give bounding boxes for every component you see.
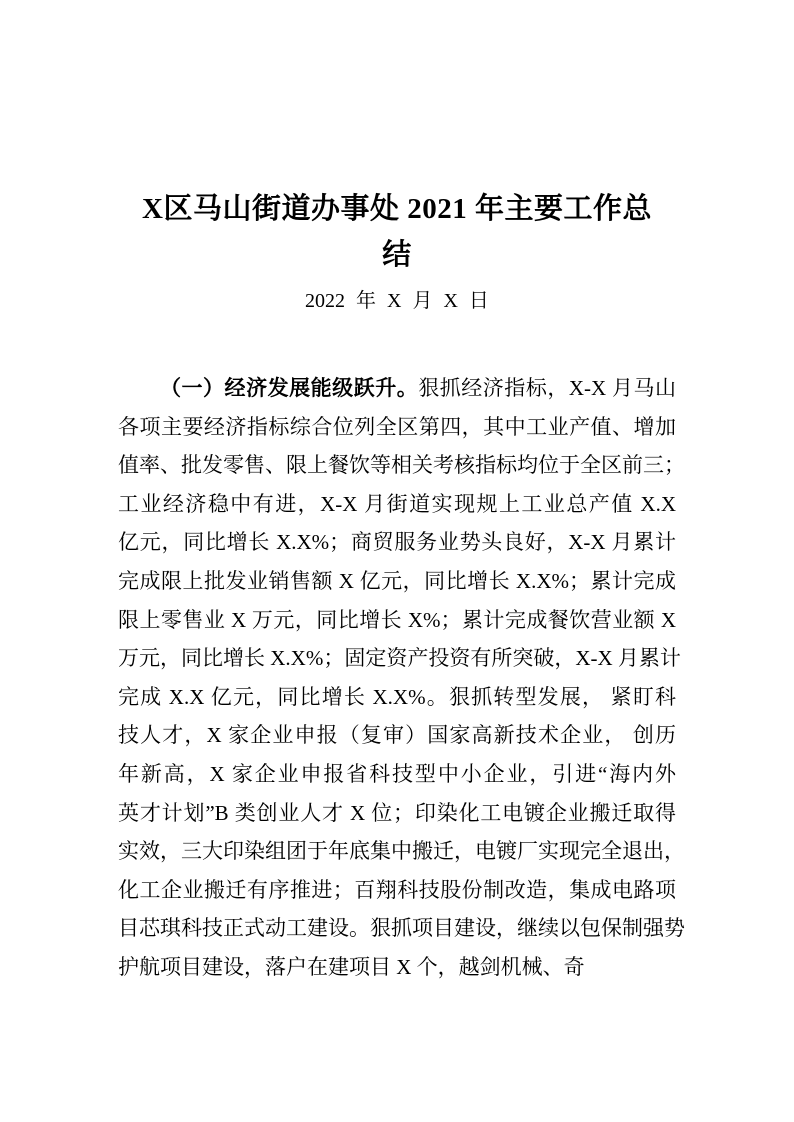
paragraph-segment: 目芯琪科技正式动工建设。狠抓项目建设，继续以包保制强势 — [118, 916, 685, 941]
title-line-2: 结 — [382, 239, 412, 271]
document-date: 2022 年 X 月 X 日 — [305, 290, 489, 312]
paragraph-segment: 英才计划”B 类创业人才 X 位；印染化工电镀企业搬迁取得 — [118, 800, 676, 825]
paragraph-line — [118, 639, 681, 678]
paragraph-segment: 年新高，X 家企业申报省科技型中小企业，引进“海内外 — [118, 761, 676, 786]
paragraph-segment: 狠抓经济指标，X-X 月马山 — [418, 376, 676, 400]
paragraph-line — [118, 408, 676, 447]
paragraph-segment: 护航项目建设，落户在建项目 X 个，越剑机械、奇 — [118, 954, 585, 979]
paragraph-line — [118, 523, 676, 562]
paragraph-line — [118, 909, 685, 948]
paragraph-segment: 完成限上批发业销售额 X 亿元，同比增长 X.X%；累计完成 — [118, 568, 676, 593]
paragraph-line — [118, 755, 676, 794]
title-line-1: X区马山街道办事处 2021 年主要工作总 — [142, 193, 652, 225]
paragraph-line — [118, 678, 676, 717]
paragraph-line — [118, 369, 676, 408]
paragraph-line — [118, 871, 676, 910]
paragraph-line — [118, 832, 685, 871]
document-body — [118, 369, 685, 987]
paragraph-line — [118, 794, 676, 833]
paragraph-segment: 完成 X.X 亿元，同比增长 X.X%。狠抓转型发展， 紧盯科 — [118, 684, 676, 709]
paragraph-segment: 工业经济稳中有进，X-X 月街道实现规上工业总产值 X.X — [118, 491, 676, 516]
document-title — [118, 186, 676, 278]
paragraph-segment: 万元，同比增长 X.X%；固定资产投资有所突破，X-X 月累计 — [118, 646, 681, 671]
paragraph-line — [118, 562, 676, 601]
paragraph-line — [118, 485, 676, 524]
paragraph-line — [118, 716, 676, 755]
paragraph-segment-bold: （一）经济发展能级跃升。 — [160, 376, 419, 400]
paragraph-segment: 限上零售业 X 万元，同比增长 X%；累计完成餐饮营业额 X — [118, 607, 676, 632]
paragraph-segment: 实效，三大印染组团于年底集中搬迁，电镀厂实现完全退出， — [118, 839, 685, 864]
paragraph-segment: 技人才，X 家企业申报（复审）国家高新技术企业， 创历 — [118, 723, 676, 748]
paragraph-segment: 化工企业搬迁有序推进；百翔科技股份制改造，集成电路项 — [118, 877, 676, 902]
paragraph-segment: 各项主要经济指标综合位列全区第四，其中工业产值、增加 — [118, 414, 676, 439]
paragraph-line — [118, 948, 676, 987]
paragraph-line — [118, 446, 685, 485]
paragraph-line — [118, 601, 676, 640]
paragraph-segment: 值率、批发零售、限上餐饮等相关考核指标均位于全区前三； — [118, 453, 685, 478]
paragraph-segment: 亿元，同比增长 X.X%；商贸服务业势头良好，X-X 月累计 — [118, 530, 676, 555]
